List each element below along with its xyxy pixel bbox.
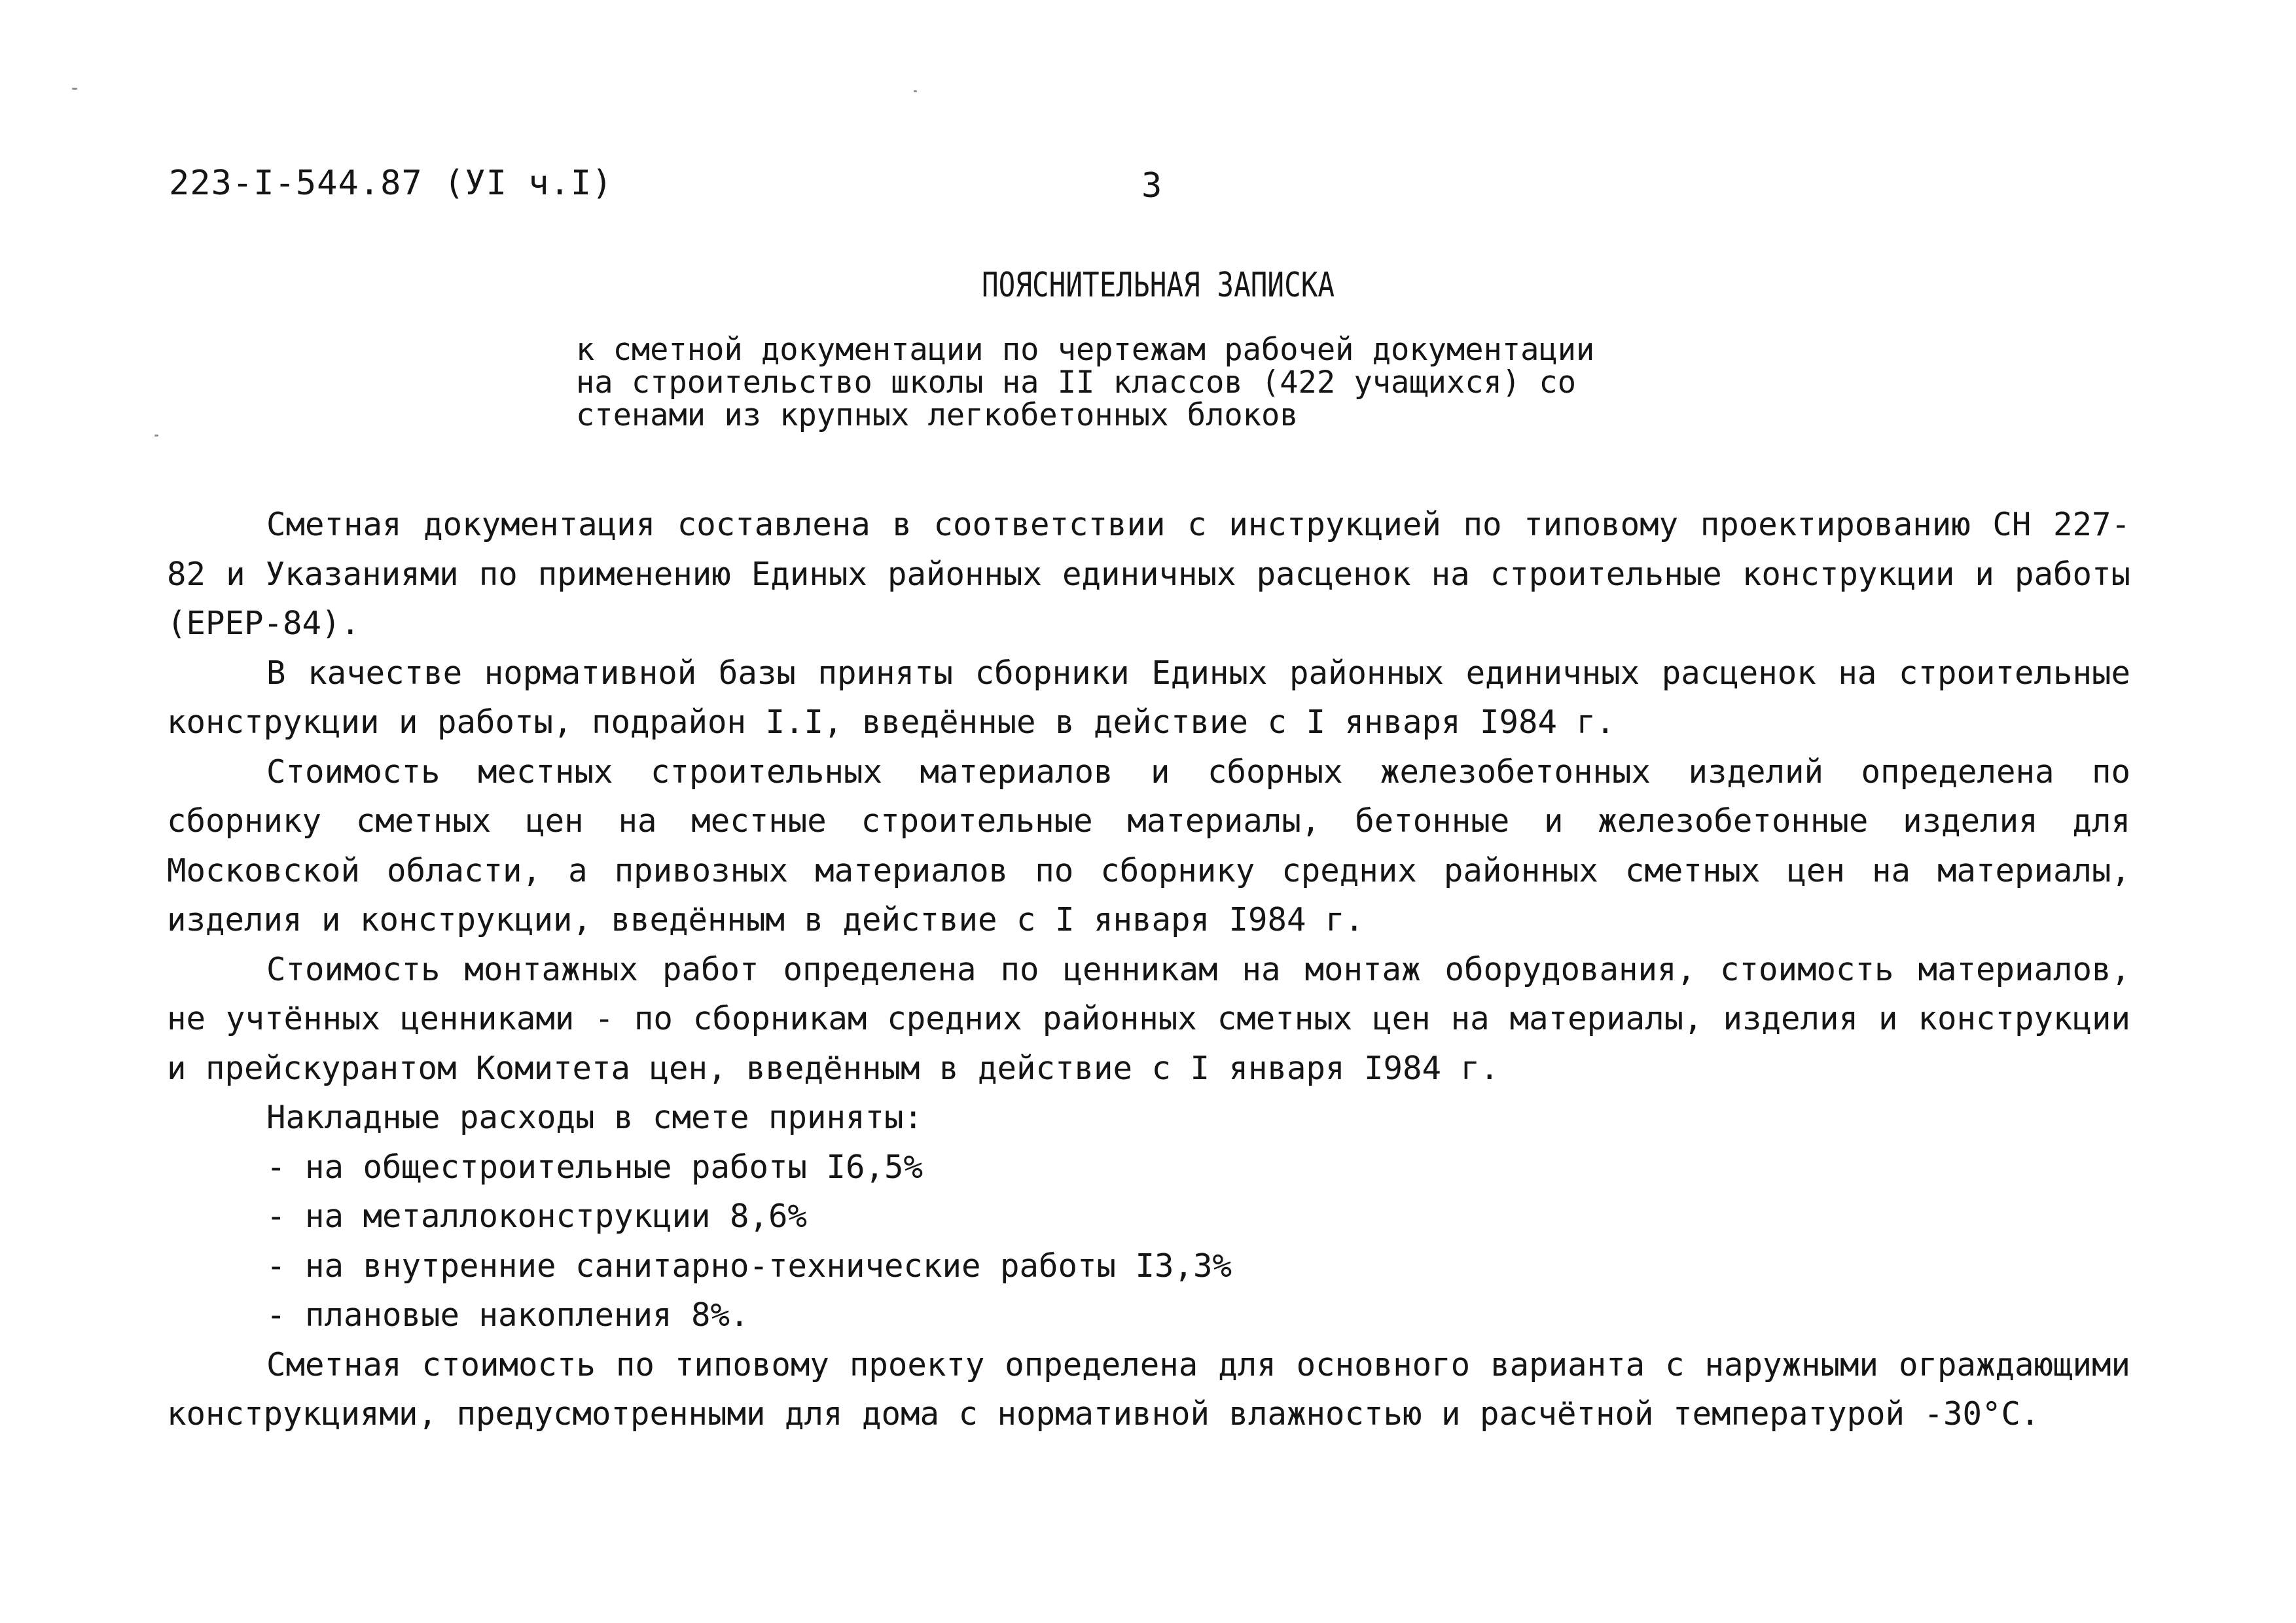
scan-speck xyxy=(154,435,158,437)
overhead-list-item: - на металлоконструкции 8,6% xyxy=(266,1198,808,1235)
subtitle-line: стенами из крупных легкобетонных блоков xyxy=(576,397,1299,433)
document-title: ПОЯСНИТЕЛЬНАЯ ЗАПИСКА xyxy=(982,266,1335,305)
scan-speck xyxy=(914,90,917,92)
page-number: 3 xyxy=(1141,166,1162,205)
document-subtitle xyxy=(576,334,1728,432)
scan-speck xyxy=(72,88,77,90)
paragraph-materials-cost: Стоимость местных строительных материалов и сборных железобетонных изделий определена по сборнику сметных цен на местные строительные материалы, бетонные и железобетонные изделия для Московской области, а привозных материалов по сборнику средних районных сметных цен на материалы, изделия и конструкции, введённым в действие с I января I984 г. xyxy=(167,753,2130,938)
document-code: 223-I-544.87 (УI ч.I) xyxy=(169,164,613,203)
subtitle-line: на строительство школы на II классов (422 учащихся) со xyxy=(576,365,1577,401)
paragraph-installation-cost: Стоимость монтажных работ определена по ценникам на монтаж оборудования, стоимость материалов, не учтённых ценниками - по сборникам средних районных сметных цен на материалы, изделия и конструкции и прейскурантом Комитета цен, введённым в действие с I января I984 г. xyxy=(167,950,2130,1087)
paragraph-normative-base: В качестве нормативной базы приняты сборники Единых районных единичных расценок на строительные конструкции и работы, подрайон I.I, введённые в действие с I января I984 г. xyxy=(167,654,2130,741)
subtitle-line: к сметной документации по чертежам рабочей документации xyxy=(576,332,1595,368)
paragraph-estimate-basis: Сметная стоимость по типовому проекту определена для основного варианта с наружными ограждающими конструкциями, предусмотренными для дома с нормативной влажностью и расчётной температурой -30°С. xyxy=(167,1346,2130,1433)
paragraph-overhead-intro: Накладные расходы в смете приняты: xyxy=(266,1099,924,1136)
document-body xyxy=(167,500,2130,1439)
overhead-list-item: - на внутренние санитарно-технические работы I3,3% xyxy=(266,1247,1232,1285)
paragraph-standards: Сметная документация составлена в соответствии с инструкцией по типовому проектированию СН 227-82 и Указаниями по применению Единых районных единичных расценок на строительные конструкции и работы (ЕРЕР-84). xyxy=(167,506,2130,642)
overhead-list xyxy=(167,1143,2130,1340)
overhead-list-item: - на общестроительные работы I6,5% xyxy=(266,1148,924,1186)
overhead-list-item: - плановые накопления 8%. xyxy=(266,1296,749,1334)
